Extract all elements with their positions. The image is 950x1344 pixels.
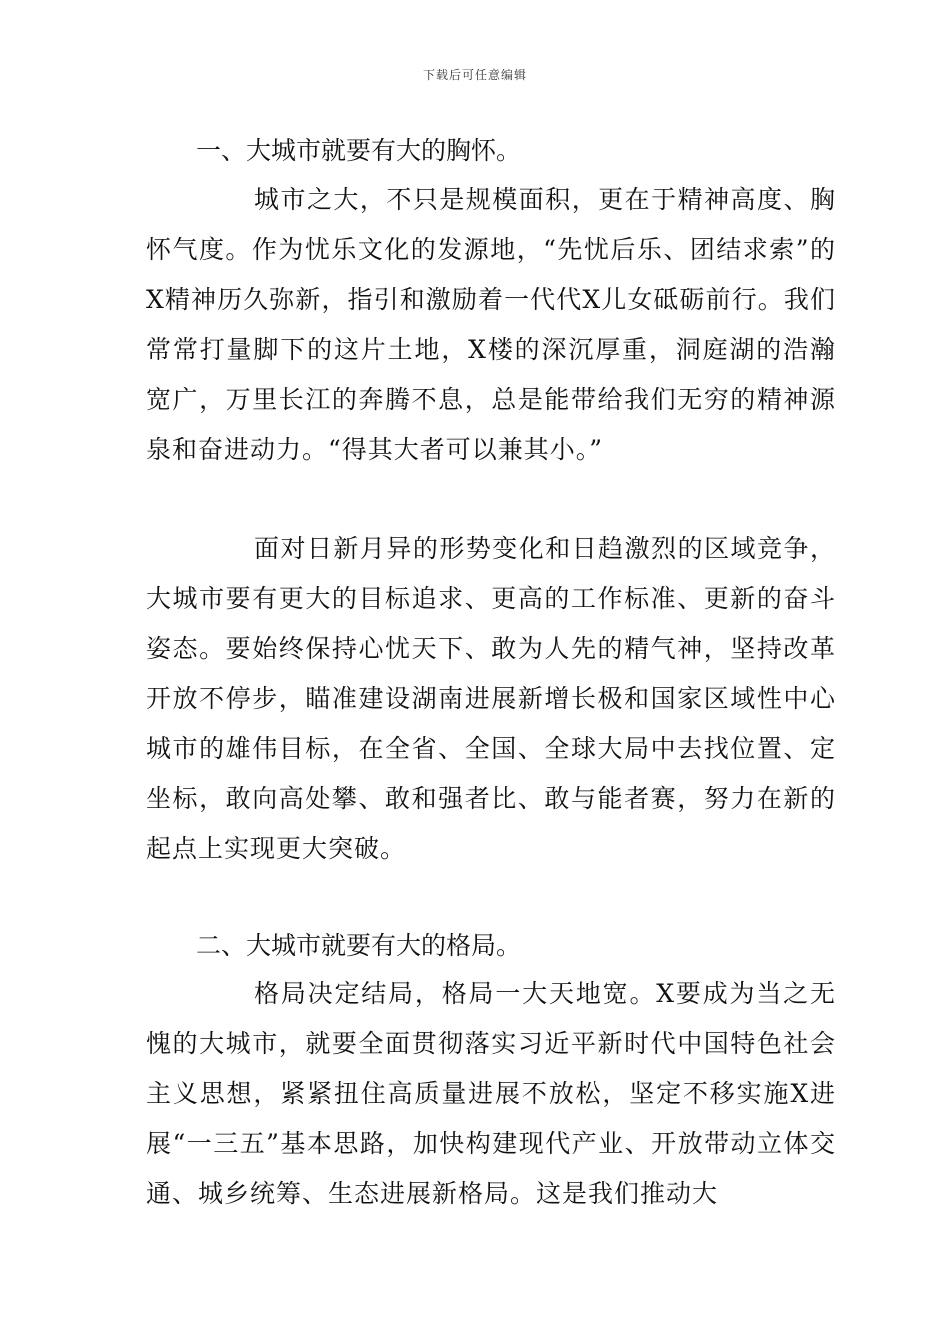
section-heading-1: 一、大城市就要有大的胸怀。 [196, 136, 522, 165]
section-heading-2: 二、大城市就要有大的格局。 [196, 931, 522, 960]
paragraph-1: 城市之大，不只是规模面积，更在于精神高度、胸怀气度。作为忧乐文化的发源地，“先忧后乐、团结求索”的X精神历久弥新，指引和激励着一代代X儿女砥砺前行。我们常常打量脚下的这片土地，X楼的深沉厚重，洞庭湖的浩瀚宽广，万里长江的奔腾不息，总是能带给我们无穷的精神源泉和奋进动力。“得其大者可以兼其小。” [146, 185, 836, 464]
header-note: 下载后可任意编辑 [422, 68, 527, 82]
paragraph-2: 面对日新月异的形势变化和日趋激烈的区域竞争，大城市要有更大的目标追求、更高的工作标准、更新的奋斗姿态。要始终保持心忧天下、敢为人先的精气神，坚持改革开放不停步，瞄准建设湖南进展新增长极和国家区域性中心城市的雄伟目标，在全省、全国、全球大局中去找位置、定坐标，敢向高处攀、敢和强者比、敢与能者赛，努力在新的起点上实现更大突破。 [146, 534, 836, 863]
paragraph-3: 格局决定结局，格局一大天地宽。X要成为当之无愧的大城市，就要全面贯彻落实习近平新时代中国特色社会主义思想，紧紧扭住高质量进展不放松，坚定不移实施X进展“一三五”基本思路，加快构建现代产业、开放带动立体交通、城乡统筹、生态进展新格局。这是我们推动大 [146, 979, 836, 1208]
